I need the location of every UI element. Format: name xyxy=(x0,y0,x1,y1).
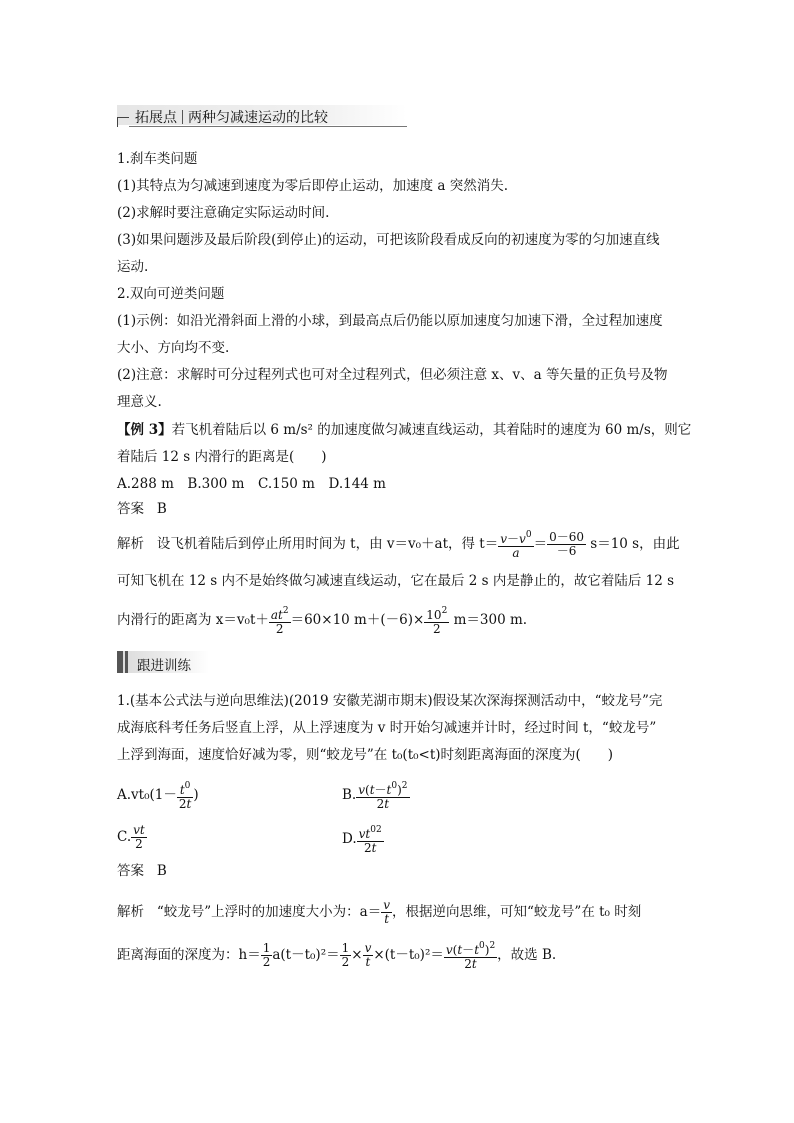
practice-analysis-text-1: “蛟龙号”上浮时的加速度大小为：a＝ xyxy=(156,904,382,920)
practice-option-d xyxy=(342,824,384,855)
practice-answer-label: 答案 xyxy=(117,863,144,879)
section-header xyxy=(117,105,407,127)
text-line-6: 2.双向可逆类问题 xyxy=(117,286,225,302)
practice-analysis-line-2 xyxy=(117,940,556,971)
practice-option-a-text: A.vt₀(1－ xyxy=(117,787,177,803)
practice-option-c-label: C. xyxy=(117,829,132,845)
fraction-v-v0-over-a: $\frac{v-v^0}{a}$ xyxy=(500,530,532,560)
text-line-3: (2)求解时要注意确定实际运动时间. xyxy=(117,205,330,221)
example-question-text-1: 若飞机着陆后以 6 m/s² 的加速度做匀减速直线运动，其着陆时的速度为 60 m/s，则它 xyxy=(171,422,692,438)
fraction-option-d: $\frac{vt^{02}}{2t}$ xyxy=(358,825,382,855)
fraction-result: $\frac{v(t-t^0)^2}{2t}$ xyxy=(445,941,496,971)
practice-option-c xyxy=(117,824,147,851)
example-answer-value: B xyxy=(156,501,167,517)
practice-analysis-text-2c: ×(t－t₀)²＝ xyxy=(373,947,444,963)
text-line-9: (2)注意：求解时可分过程列式也可对全过程列式，但必须注意 x、v、a 等矢量的正负号及物 xyxy=(117,367,668,383)
practice-question-line-1: 1.(基本公式法与逆向思维法)(2019 安徽芜湖市期末)假设某次深海探测活动中，“蛟龙号”完 xyxy=(117,693,663,709)
example-label: 【例 3】 xyxy=(117,422,172,438)
example-analysis-line-1: 解析 设飞机着陆后到停止所用时间为 t，由 v＝v₀＋at，得 t＝ $\frac{v-v^0}{a}$ ＝ $\frac{0-60}{-6}$ s＝10 s，由此 xyxy=(117,530,680,560)
practice-option-b xyxy=(342,780,410,811)
practice-option-d-label: D. xyxy=(342,831,357,847)
section-tag: 拓展点 xyxy=(135,110,177,126)
fraction-10sq-over-2: $\frac{10^2}{2}$ xyxy=(426,606,448,636)
practice-analysis-text-1-end: ，根据逆向思维，可知“蛟龙号”在 t₀ 时刻 xyxy=(392,904,642,920)
practice-badge-bar-thin xyxy=(125,651,128,673)
fraction-half-2: $\frac{1}{2}$ xyxy=(341,941,350,969)
section-header-tick-vertical xyxy=(117,117,118,127)
text-line-1: 1.刹车类问题 xyxy=(117,151,198,167)
fraction-option-b: $\frac{v(t-t^0)^2}{2t}$ xyxy=(358,781,408,811)
example-answer-label: 答案 xyxy=(117,501,144,517)
practice-question-line-3: 上浮到海面，速度恰好减为零，则“蛟龙号”在 t₀(t₀<t)时刻距离海面的深度为( ) xyxy=(117,747,614,763)
example-analysis-text-3-mid: ＝60×10 m＋(－6)× xyxy=(290,612,425,628)
text-line-8: 大小、方向均不变. xyxy=(117,340,230,356)
fraction-half-1: $\frac{1}{2}$ xyxy=(262,941,271,969)
example-options: A.288 m B.300 m C.150 m D.144 m xyxy=(117,476,386,492)
practice-question-line-2: 成海底科考任务后竖直上浮，从上浮速度为 v 时开始匀减速并计时，经过时间 t，“蛟龙号” xyxy=(117,720,657,736)
practice-analysis-text-2: 距离海面的深度为：h＝ xyxy=(117,947,261,963)
fraction-v-over-t: $\frac{v}{t}$ xyxy=(383,898,391,926)
example-analysis-text-3: 内滑行的距离为 x＝v₀t＋ xyxy=(117,612,269,628)
fraction-0-60-over-neg6: $\frac{0-60}{-6}$ xyxy=(549,530,584,558)
practice-option-a-end: ) xyxy=(193,787,199,803)
practice-analysis-line-1 xyxy=(117,899,641,926)
section-separator xyxy=(182,110,183,124)
practice-badge xyxy=(117,651,209,673)
practice-analysis-text-2-end: ，故选 B. xyxy=(497,947,557,963)
fraction-v-over-t-2: $\frac{v}{t}$ xyxy=(364,941,372,969)
practice-option-b-label: B. xyxy=(342,787,357,803)
example-analysis-text-3-end: m＝300 m. xyxy=(453,612,528,628)
practice-badge-bar xyxy=(117,651,123,673)
example-analysis-text-1-end: s＝10 s，由此 xyxy=(590,536,680,552)
example-question-line-1 xyxy=(117,421,691,439)
section-header-text xyxy=(135,107,328,127)
text-line-7: (1)示例：如沿光滑斜面上滑的小球，到最高点后仍能以原加速度匀加速下滑，全过程加速度 xyxy=(117,313,663,329)
practice-analysis-text-2b: × xyxy=(351,947,363,963)
section-title: 两种匀减速运动的比较 xyxy=(188,110,328,126)
practice-answer xyxy=(117,862,167,880)
text-line-2: (1)其特点为匀减速到速度为零后即停止运动，加速度 a 突然消失. xyxy=(117,178,509,194)
practice-answer-value: B xyxy=(156,863,167,879)
text-line-10: 理意义. xyxy=(117,394,162,410)
section-header-tick xyxy=(117,117,129,118)
practice-badge-text: 跟进训练 xyxy=(137,658,191,674)
practice-analysis-label: 解析 xyxy=(117,904,144,920)
fraction-at2-over-2: $\frac{at^2}{2}$ xyxy=(270,606,289,636)
practice-analysis-text-2a: a(t－t₀)²＝ xyxy=(272,947,340,963)
example-question-line-2: 着陆后 12 s 内滑行的距离是( ) xyxy=(117,449,327,465)
example-analysis-line-3 xyxy=(117,605,527,636)
example-analysis-line-2: 可知飞机在 12 s 内不是始终做匀减速直线运动，它在最后 2 s 内是静止的，故它着陆后 12 s xyxy=(117,573,675,589)
fraction-t0-over-2t: $\frac{t^0}{2t}$ xyxy=(178,781,192,811)
practice-option-a xyxy=(117,780,199,811)
example-answer xyxy=(117,500,167,518)
fraction-option-c: $\frac{vt}{2}$ xyxy=(133,823,145,851)
text-line-4: (3)如果问题涉及最后阶段(到停止)的运动，可把该阶段看成反向的初速度为零的匀加速直线 xyxy=(117,232,660,248)
example-analysis-text-1: 设飞机着陆后到停止所用时间为 t，由 v＝v₀＋at，得 t＝ xyxy=(156,536,499,552)
example-analysis-label: 解析 xyxy=(117,536,144,552)
text-line-5: 运动. xyxy=(117,259,149,275)
